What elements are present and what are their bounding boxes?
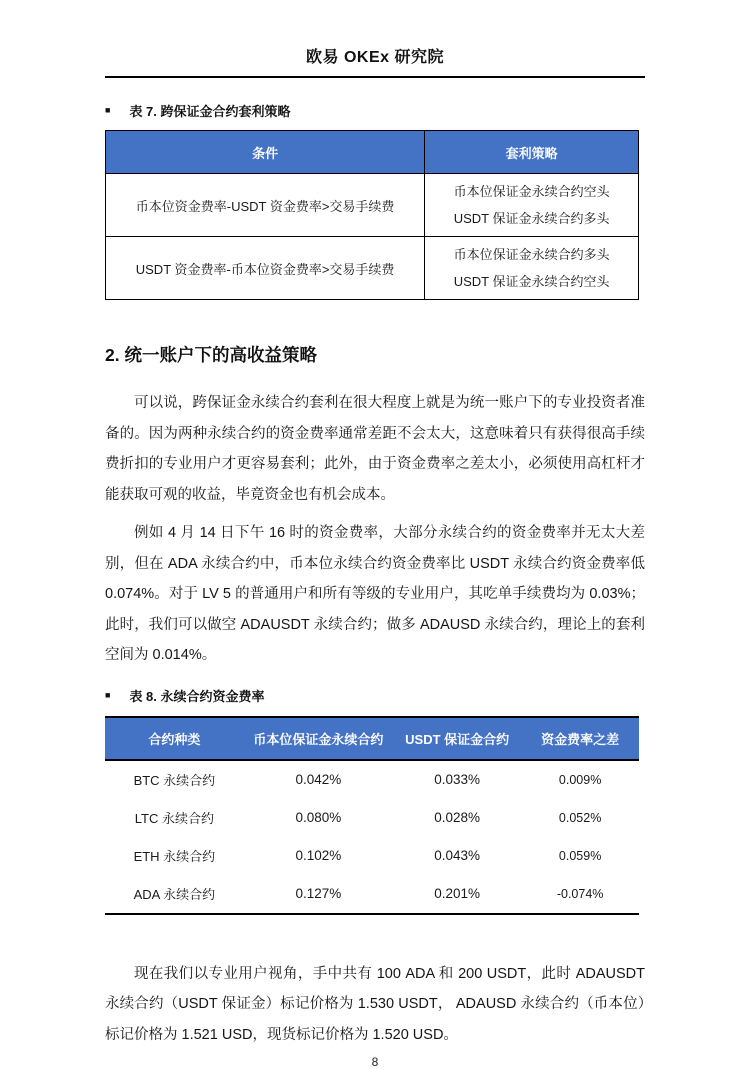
coin-margined-rate-cell: 0.080% xyxy=(295,810,342,825)
table-7-arbitrage-strategy xyxy=(105,130,639,300)
table-8-header-usdt-margined: USDT 保证金合约 xyxy=(405,731,510,747)
rate-diff-cell: -0.074% xyxy=(556,886,604,901)
strategy-line: 币本位保证金永续合约多头 xyxy=(453,247,610,262)
strategy-line: 币本位保证金永续合约空头 xyxy=(453,184,610,199)
table-7-header-row xyxy=(106,131,639,174)
paragraph-3: 现在我们以专业用户视角，手中共有 100 ADA 和 200 USDT，此时 ADAUSDT 永续合约（USDT 保证金）标记价格为 1.530 USDT， ADAUSD 永续合约（币本位）标记价格为 1.521 USD，现货标记价格为 1.520 USD。 xyxy=(105,965,645,1043)
table-row xyxy=(106,174,639,237)
strategy-line: USDT 保证金永续合约多头 xyxy=(453,211,610,226)
table-8-header-contract-type: 合约种类 xyxy=(148,731,201,747)
table-8-header-row xyxy=(105,717,639,760)
header-divider-line xyxy=(105,76,645,78)
strategy-line: USDT 保证金永续合约空头 xyxy=(453,274,610,289)
contract-type-cell: ETH 永续合约 xyxy=(133,849,216,864)
table-7-header-condition: 条件 xyxy=(106,131,425,174)
coin-margined-rate-cell: 0.042% xyxy=(295,772,342,787)
table-8-funding-rates xyxy=(105,716,639,915)
rate-diff-cell: 0.059% xyxy=(558,848,602,863)
table-8-caption-text: 表 8. 永续合约资金费率 xyxy=(129,688,265,704)
table-row xyxy=(105,837,639,875)
condition-cell: USDT 资金费率-币本位资金费率>交易手续费 xyxy=(106,237,425,300)
table-8-header-coin-margined: 币本位保证金永续合约 xyxy=(253,731,384,747)
table-8-caption xyxy=(105,686,645,705)
table-row xyxy=(105,875,639,914)
contract-type-cell: ADA 永续合约 xyxy=(133,887,216,902)
rate-diff-cell: 0.052% xyxy=(558,810,602,825)
paragraph-2: 例如 4 月 14 日下午 16 时的资金费率，大部分永续合约的资金费率并无太大差别，但在 ADA 永续合约中，币本位永续合约资金费率比 USDT 永续合约资金费率低 0.074%。对于 LV 5 的普通用户和所有等级的专业用户，其吃单手续费均为 0.03%；此时，我们可以做空 ADAUSDT 永续合约；做多 ADAUSD 永续合约，理论上的套利空间为 0.014%。 xyxy=(105,525,645,663)
page-number: 8 xyxy=(371,1055,379,1069)
usdt-margined-rate-cell: 0.201% xyxy=(434,886,481,901)
paragraph-1: 可以说，跨保证金永续合约套利在很大程度上就是为统一账户下的专业投资者准备的。因为两种永续合约的资金费率通常差距不会太大，这意味着只有获得很高手续费折扣的专业用户才更容易套利；此外，由于资金费率之差太小，必须使用高杠杆才能获取可观的收益，毕竟资金也有机会成本。 xyxy=(105,395,645,503)
coin-margined-rate-cell: 0.102% xyxy=(295,848,342,863)
contract-type-cell: LTC 永续合约 xyxy=(134,811,214,826)
table-7-caption-text: 表 7. 跨保证金合约套利策略 xyxy=(129,104,291,119)
rate-diff-cell: 0.009% xyxy=(558,772,602,787)
table-row xyxy=(105,799,639,837)
square-bullet-icon: ■ xyxy=(105,689,111,700)
table-7-caption xyxy=(105,101,645,120)
coin-margined-rate-cell: 0.127% xyxy=(295,886,342,901)
strategy-cell xyxy=(425,174,639,237)
table-8-header-rate-diff: 资金费率之差 xyxy=(541,731,620,747)
condition-cell: 币本位资金费率-USDT 资金费率>交易手续费 xyxy=(106,174,425,237)
table-row xyxy=(106,237,639,300)
usdt-margined-rate-cell: 0.028% xyxy=(434,810,481,825)
table-row xyxy=(105,760,639,799)
usdt-margined-rate-cell: 0.043% xyxy=(434,848,481,863)
contract-type-cell: BTC 永续合约 xyxy=(133,773,216,788)
strategy-cell xyxy=(425,237,639,300)
table-7-header-strategy: 套利策略 xyxy=(425,131,639,174)
section-2-heading: 2. 统一账户下的高收益策略 xyxy=(105,345,317,365)
usdt-margined-rate-cell: 0.033% xyxy=(434,772,481,787)
report-header-title: 欧易 OKEx 研究院 xyxy=(306,49,444,66)
square-bullet-icon: ■ xyxy=(105,105,111,115)
